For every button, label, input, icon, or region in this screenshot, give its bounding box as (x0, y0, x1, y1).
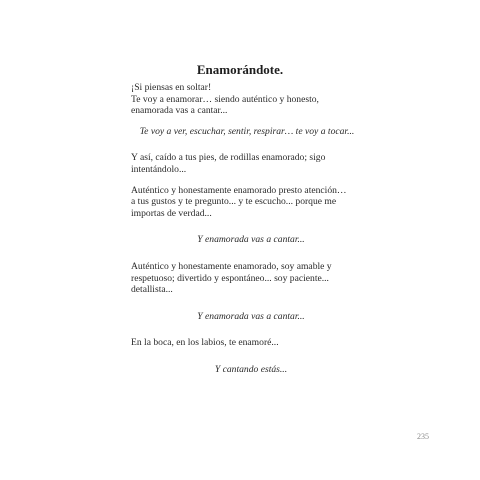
verse-line: Te voy a enamorar… siendo auténtico y honesto, (131, 93, 319, 105)
refrain-2: Y enamorada vas a cantar... (197, 234, 305, 246)
verse-line: a tus gustos y te pregunto... y te escucho... porque me (131, 196, 337, 208)
verse-line: ¡Si piensas en soltar! (131, 82, 212, 93)
poem-body (131, 82, 371, 391)
verse-line: Auténtico y honestamente enamorado presto atención… (131, 184, 347, 196)
verse-line: Y así, caído a tus pies, de rodillas enamorado; sigo (131, 152, 326, 164)
verse-line: detallista... (131, 284, 173, 296)
verse-line: intentándolo... (131, 163, 187, 175)
poem-title: Enamorándote. (196, 62, 284, 77)
stanza-3 (131, 185, 371, 220)
verse-line: enamorada vas a cantar... (131, 105, 228, 117)
stanza-5 (131, 337, 371, 349)
verse-line: En la boca, en los labios, te enamoré... (131, 337, 279, 349)
refrain-3: Y enamorada vas a cantar... (197, 310, 305, 322)
page-number: 235 (417, 432, 429, 441)
refrain-1: Te voy a ver, escuchar, sentir, respirar… te voy a tocar... (139, 125, 355, 137)
verse-line: importas de verdad... (131, 207, 212, 219)
stanza-2 (131, 152, 371, 175)
stanza-1 (131, 82, 371, 117)
verse-line: respetuoso; divertido y espontáneo... soy paciente... (131, 272, 329, 284)
stanza-4 (131, 261, 371, 296)
verse-line: Auténtico y honestamente enamorado, soy amable y (131, 260, 332, 272)
refrain-4: Y cantando estás... (214, 363, 288, 375)
